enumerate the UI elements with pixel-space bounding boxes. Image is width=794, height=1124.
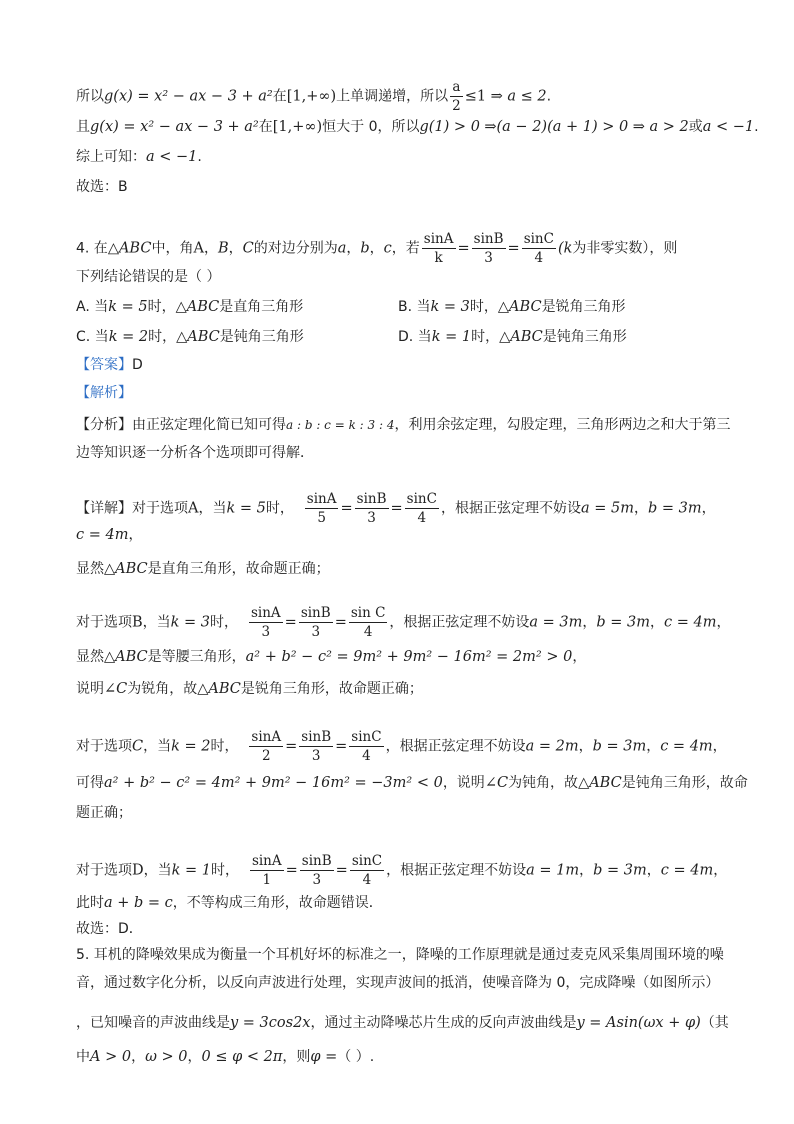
- text: ，当: [142, 614, 171, 631]
- text: 对于选项: [76, 862, 132, 879]
- text: 是钝角三角形，故命: [621, 775, 748, 791]
- text: 是锐角三角形，故命题正确；: [240, 681, 423, 697]
- text: ，: [633, 500, 648, 517]
- detail-a-line-2: [76, 524, 724, 546]
- text: ，说明: [442, 775, 485, 791]
- text: ，当: [198, 500, 227, 517]
- text: 所以: [76, 88, 104, 105]
- text: 为非零实数），则: [572, 240, 678, 257]
- math-expression: ω > 0: [145, 1049, 188, 1065]
- text: 下列结论错误的是（ ）: [76, 269, 221, 285]
- fraction: [349, 728, 383, 765]
- text: 时，: [211, 862, 240, 879]
- math-expression: ⇒(a − 2)(a + 1) > 0: [484, 119, 629, 135]
- text-line-4: [76, 176, 724, 198]
- math-expression: a + b = c: [104, 895, 173, 911]
- fraction: [299, 728, 333, 765]
- text: ，当: [143, 738, 172, 755]
- math-symbol: B: [217, 240, 229, 257]
- text: 上单调递增，所以: [336, 88, 449, 105]
- detail-c-line-2: [76, 772, 748, 794]
- math-expression: b = 3m: [596, 614, 651, 631]
- text: 为锐角，故: [127, 681, 198, 697]
- numerator: sinC: [406, 491, 437, 507]
- text: 显然: [76, 561, 104, 577]
- text-line-2: 且g(x) = x² − ax − 3 + a²在[1,+∞)恒大于 0，所以g(1) > 0 ⇒(a − 2)(a + 1) > 0 ⇒ a > 2或a < −1.: [76, 119, 759, 135]
- text: ，: [131, 1049, 146, 1065]
- numerator: sinA: [306, 491, 337, 507]
- text: 故选：B: [76, 179, 128, 195]
- text: D. 当: [398, 329, 432, 345]
- text: 时，: [265, 500, 294, 517]
- text: 题正确；: [76, 805, 132, 821]
- text: 是钝角三角形: [542, 329, 627, 345]
- text: C. 当: [76, 329, 109, 345]
- text: 恒大于 0，所以: [322, 119, 420, 135]
- fraction: [472, 230, 506, 267]
- text: ，根据正弦定理不妨设: [440, 500, 581, 517]
- detail-c-line-3: [76, 802, 724, 824]
- math-expression: ∠C: [484, 775, 509, 791]
- math-expression: △ABC: [176, 329, 220, 345]
- numerator: sin C: [350, 605, 386, 621]
- denominator: 3: [261, 624, 271, 640]
- analysis-line: [76, 382, 724, 404]
- math-symbol: c: [383, 240, 392, 257]
- text: ，若: [391, 240, 420, 257]
- math-expression: c = 4m: [76, 527, 129, 543]
- denominator: 3: [367, 510, 376, 526]
- option-b[interactable]: [398, 296, 626, 318]
- math-expression: (k: [557, 240, 573, 257]
- math-expression: a² + b² − c² = 9m² + 9m² − 16m² = 2m² > 0: [245, 649, 573, 665]
- text: ，不等构成三角形，故命题错误．: [172, 895, 383, 911]
- text: 是直角三角形: [219, 299, 304, 315]
- text: ，当: [143, 862, 172, 879]
- numerator: a: [450, 78, 463, 97]
- numerator: sinB: [300, 605, 331, 621]
- question-5-line-3: [76, 1012, 729, 1034]
- numerator: sinB: [356, 491, 387, 507]
- math-expression: △ABC: [197, 681, 241, 697]
- text: 中: [76, 1049, 90, 1065]
- answer-tag: 【答案】: [76, 357, 132, 373]
- math-expression: △ABC: [578, 775, 622, 791]
- detail-c-line-1: 对于选项C，当k = 2时， $\frac{\sin A}{2}$ = $\frac{\sin B}{3}$ = $\frac{\sin C}{4}$ ，根据正弦定理不妨设a = 2m，b = 3m，c = 4m，: [76, 729, 727, 764]
- math-expression: ⇒ a ≤ 2: [490, 88, 547, 105]
- math-expression: △ABC: [107, 240, 152, 257]
- answer-value: D: [132, 357, 143, 373]
- math-expression: y = 3cos2x: [230, 1015, 311, 1031]
- detail-d-line-3: [76, 918, 724, 940]
- fraction: [349, 604, 388, 641]
- numerator: sinC: [523, 231, 554, 247]
- math-symbol: C: [132, 738, 144, 755]
- denominator: k: [434, 250, 443, 266]
- math-expression: ∠C: [104, 681, 128, 697]
- denominator: 3: [311, 624, 321, 640]
- text: 此时: [76, 895, 104, 911]
- math-expression: a : b : c = k : 3 : 4: [286, 418, 395, 432]
- math-symbol: C: [242, 240, 254, 257]
- fraction: [350, 852, 384, 889]
- math-expression: ≤1: [464, 88, 487, 105]
- text: ，: [701, 500, 716, 517]
- option-a[interactable]: [76, 299, 303, 315]
- numerator: sinA: [251, 729, 282, 745]
- text: 的对边分别为: [253, 240, 338, 257]
- text: 可得: [76, 775, 104, 791]
- math-expression: g(x) = x² − ax − 3 + a²: [90, 119, 259, 135]
- question-5-line-1: [76, 944, 724, 966]
- numerator: sinB: [473, 231, 504, 247]
- text: B. 当: [398, 299, 431, 315]
- text: 或: [688, 119, 703, 135]
- options-row-2: [76, 326, 724, 348]
- text: 显然: [76, 649, 104, 665]
- numerator: sinA: [250, 605, 281, 621]
- analysis-text-2: [76, 442, 724, 464]
- detail-b-line-2: [76, 646, 724, 668]
- text: 4. 在: [76, 240, 108, 257]
- numerator: sinB: [301, 729, 332, 745]
- math-expression: A > 0: [90, 1049, 132, 1065]
- detail-a-line-1: 【详解】对于选项A，当k = 5时， $\frac{\sin A}{5}$ = $\frac{\sin B}{3}$ = $\frac{\sin C}{4}$ ，根据正弦定理不妨设a = 5m，b = 3m，: [76, 491, 716, 526]
- text: 时，: [469, 299, 498, 315]
- text: 时，: [471, 329, 500, 345]
- math-expression: c = 4m: [664, 614, 717, 631]
- text: A. 当: [76, 299, 109, 315]
- text: ，已知噪音的声波曲线是: [76, 1015, 230, 1031]
- detail-d-line-2: [76, 892, 724, 914]
- text: ，: [228, 240, 243, 257]
- math-expression: c = 4m: [660, 862, 714, 879]
- text: 对于选项: [76, 738, 132, 755]
- math-expression: △ABC: [499, 329, 543, 345]
- math-expression: a = 5m: [580, 500, 634, 517]
- text: ，: [650, 614, 665, 631]
- text: 为钝角，故: [508, 775, 579, 791]
- question-4-stem-2: [76, 266, 724, 288]
- text: ，: [579, 862, 594, 879]
- text: 对于选项: [76, 614, 132, 631]
- text: ，: [712, 738, 727, 755]
- math-expression: b = 3m: [592, 738, 647, 755]
- text: 时，: [147, 299, 176, 315]
- math-expression: a = 3m: [529, 614, 583, 631]
- question-4-stem: 4. 在△ABC中，角A，B，C的对边分别为a，b，c，若 $\frac{\sin A}{k}$ = $\frac{\sin B}{3}$ = $\frac{\sin C}{4}$ (k为非零实数），则: [76, 231, 678, 266]
- math-expression: k = 5: [108, 299, 148, 315]
- detail-a-line-3: [76, 558, 724, 580]
- math-expression: △ABC: [497, 299, 542, 315]
- text: 边等知识逐一分析各个选项即可得解．: [76, 445, 314, 461]
- text: ，则: [282, 1049, 311, 1065]
- fraction: [299, 604, 333, 641]
- numerator: sinC: [351, 853, 383, 869]
- denominator: 3: [484, 250, 493, 266]
- math-expression: △ABC: [175, 299, 220, 315]
- text-line-1: 所以g(x) = x² − ax − 3 + a²在[1,+∞)上单调递增，所以 $\frac{a}{2}$ ≤1 ⇒ a ≤ 2.: [76, 79, 552, 114]
- math-expression: △ABC: [104, 561, 148, 577]
- text: ，: [582, 614, 597, 631]
- denominator: 4: [363, 624, 373, 640]
- math-symbol: a: [337, 240, 347, 257]
- text: 时，: [148, 329, 177, 345]
- fraction: [305, 490, 339, 527]
- denominator: 4: [362, 748, 371, 764]
- math-expression: φ =: [310, 1049, 338, 1065]
- analysis-text-1: [76, 414, 731, 436]
- analysis-tag: 【解析】: [76, 385, 132, 401]
- math-expression: [1,+∞): [272, 119, 323, 135]
- fraction: [405, 490, 439, 527]
- fraction: [355, 490, 389, 527]
- text: ，: [346, 240, 361, 257]
- math-expression: k = 2: [108, 329, 149, 345]
- text: 中，角: [151, 240, 194, 257]
- text: ，: [128, 527, 143, 543]
- math-expression: k = 2: [171, 738, 211, 755]
- text: ，根据正弦定理不妨设: [389, 614, 530, 631]
- math-expression: c = 4m: [660, 738, 713, 755]
- fraction: [422, 230, 456, 267]
- text: ，: [203, 240, 218, 257]
- text: （ ）.: [337, 1049, 375, 1065]
- text: （其: [700, 1015, 729, 1031]
- math-expression: g(1) > 0: [419, 119, 480, 135]
- numerator: sinB: [301, 853, 332, 869]
- text: ，: [369, 240, 384, 257]
- fraction: [249, 728, 283, 765]
- denominator: 2: [452, 98, 461, 114]
- text: 是等腰三角形，: [147, 649, 246, 665]
- math-expression: ⇒ a > 2: [632, 119, 689, 135]
- answer-line: [76, 354, 724, 376]
- text-line-3: 综上可知：a < −1.: [76, 149, 202, 165]
- math-expression: a < −1: [146, 149, 198, 165]
- text: 是直角三角形，故命题正确；: [147, 561, 330, 577]
- numerator: sinC: [351, 729, 382, 745]
- math-expression: y = Asin(ωx + φ): [576, 1015, 701, 1031]
- math-expression: a = 2m: [525, 738, 579, 755]
- math-expression: k = 3: [430, 299, 470, 315]
- detail-d-line-1: 对于选项D，当k = 1时， $\frac{\sin A}{1}$ = $\frac{\sin B}{3}$ = $\frac{\sin C}{4}$ ，根据正弦定理不妨设a = 1m，b = 3m，c = 4m，: [76, 853, 728, 888]
- text: ，根据正弦定理不妨设: [386, 862, 527, 879]
- math-expression: k = 1: [431, 329, 472, 345]
- denominator: 5: [317, 510, 326, 526]
- math-expression: [1,+∞): [286, 88, 337, 105]
- question-5-line-4: [76, 1046, 724, 1068]
- text: 在: [272, 88, 287, 105]
- denominator: 4: [534, 250, 544, 266]
- math-expression: k = 5: [226, 500, 266, 517]
- math-expression: 0 ≤ φ < 2π: [201, 1049, 283, 1065]
- math-symbol: A: [193, 240, 204, 257]
- numerator: sinA: [251, 853, 282, 869]
- text: ，: [646, 862, 661, 879]
- fraction: [250, 852, 284, 889]
- math-expression: b = 3m: [647, 500, 702, 517]
- denominator: 3: [311, 748, 321, 764]
- math-symbol: b: [360, 240, 370, 257]
- text: 时，: [210, 614, 239, 631]
- text: ，: [187, 1049, 202, 1065]
- math-symbol: A: [188, 500, 199, 517]
- text: 【分析】由正弦定理化简已知可得: [76, 417, 286, 433]
- text: 是锐角三角形: [541, 299, 626, 315]
- math-symbol: B: [132, 614, 143, 631]
- math-expression: a² + b² − c² = 4m² + 9m² − 16m² = −3m² < 0: [104, 775, 443, 791]
- math-expression: k = 3: [170, 614, 211, 631]
- denominator: 3: [312, 872, 322, 888]
- option-d[interactable]: [398, 326, 627, 348]
- text: 在: [258, 119, 273, 135]
- text: 5. 耳机的降噪效果成为衡量一个耳机好坏的标准之一，降噪的工作原理就是通过麦克风采集周围环境的噪: [76, 947, 724, 963]
- text: ，利用余弦定理，勾股定理，三角形两边之和大于第三: [394, 417, 731, 433]
- text: ，通过主动降噪芯片生成的反向声波曲线是: [310, 1015, 577, 1031]
- detail-b-line-3: [76, 678, 724, 700]
- text: 【详解】对于选项: [76, 500, 188, 517]
- text: ，: [572, 649, 587, 665]
- fraction: [249, 604, 283, 641]
- fraction: [300, 852, 334, 889]
- text: 综上可知：: [76, 149, 146, 165]
- numerator: sinA: [423, 231, 454, 247]
- math-expression: b = 3m: [593, 862, 647, 879]
- math-expression: k = 1: [171, 862, 212, 879]
- math-expression: a = 1m: [526, 862, 580, 879]
- text: ，: [713, 862, 728, 879]
- text: 且: [76, 119, 90, 135]
- text: 故选：D．: [76, 921, 143, 937]
- fraction: [522, 230, 556, 267]
- text: ，: [646, 738, 661, 755]
- math-expression: g(x) = x² − ax − 3 + a²: [104, 88, 273, 105]
- option-c[interactable]: [76, 329, 304, 345]
- text: 时，: [210, 738, 239, 755]
- denominator: 1: [262, 872, 272, 888]
- math-expression: △ABC: [104, 649, 148, 665]
- denominator: 4: [362, 872, 372, 888]
- text: ，根据正弦定理不妨设: [385, 738, 526, 755]
- fraction: [450, 78, 463, 115]
- text: 是钝角三角形: [219, 329, 304, 345]
- text: ，: [578, 738, 593, 755]
- denominator: 4: [417, 510, 427, 526]
- options-row-1: [76, 296, 724, 318]
- text: 说明: [76, 681, 104, 697]
- question-5-line-2: [76, 972, 724, 994]
- math-expression: a < −1: [702, 119, 755, 135]
- text: 音，通过数字化分析，以反向声波进行处理，实现声波间的抵消，使噪音降为 0，完成降噪（如图所示）: [76, 975, 720, 991]
- detail-b-line-1: 对于选项B，当k = 3时， $\frac{\sin A}{3}$ = $\frac{\sin B}{3}$ = $\frac{\text{sin C}}{4}$ ，根据正弦定理不妨设a = 3m，b = 3m，c = 4m，: [76, 605, 731, 640]
- text: ，: [716, 614, 731, 631]
- denominator: 2: [261, 748, 271, 764]
